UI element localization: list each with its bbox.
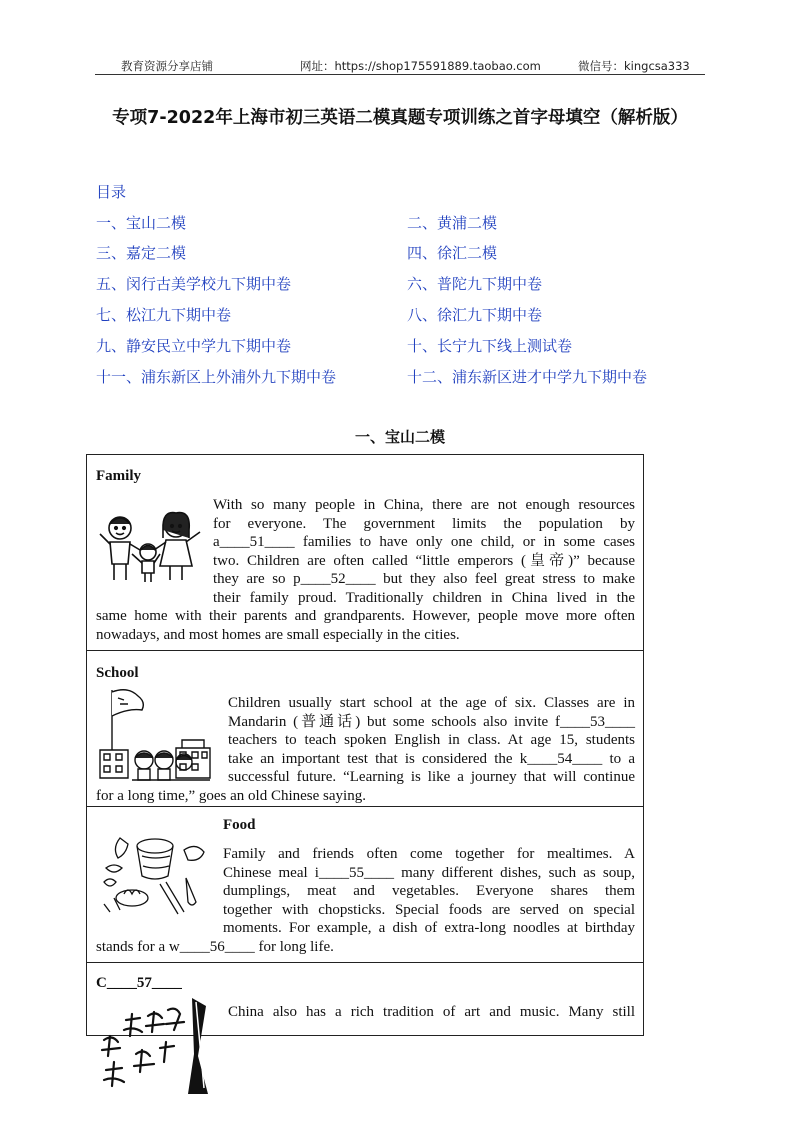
section-title: 一、宝山二模 bbox=[354, 428, 445, 446]
school-line-2-blank-53: Mandarin (普通话) but some schools also invite f____53____ bbox=[228, 713, 635, 730]
calligraphy-illustration-icon bbox=[96, 996, 216, 1096]
toc-item-2[interactable]: 二、黄浦二模 bbox=[407, 214, 498, 232]
toc-item-3[interactable]: 三、嘉定二模 bbox=[96, 244, 187, 262]
family-line-7: same home with their parents and grandparents. However, people move more often bbox=[96, 608, 635, 624]
school-heading: School bbox=[96, 665, 139, 681]
toc-item-7[interactable]: 七、松江九下期中卷 bbox=[96, 306, 232, 324]
toc-item-8[interactable]: 八、徐汇九下期中卷 bbox=[407, 306, 543, 324]
family-heading: Family bbox=[96, 468, 141, 484]
family-line-8: nowadays, and most homes are small especially in the cities. bbox=[96, 626, 460, 643]
box-divider bbox=[86, 650, 644, 651]
document-title: 专项7-2022年上海市初三英语二模真题专项训练之首字母填空（解析版） bbox=[112, 108, 688, 128]
food-line-2-blank-55: Chinese meal i____55____ many different dishes, such as soup, bbox=[223, 864, 635, 881]
school-line-5: successful future. “Learning is like a journey that will continue bbox=[228, 769, 635, 785]
header-url[interactable]: 网址：https://shop175591889.taobao.com bbox=[300, 59, 541, 73]
school-line-3: teachers to teach spoken English in class. At age 15, students bbox=[228, 732, 635, 748]
toc-item-9[interactable]: 九、静安民立中学九下期中卷 bbox=[96, 337, 292, 355]
header-wechat: 微信号：kingcsa333 bbox=[578, 59, 690, 73]
culture-line-1: China also has a rich tradition of art and music. Many still bbox=[228, 1004, 635, 1020]
food-line-4: together with chopsticks. Special foods are served on special bbox=[223, 901, 635, 918]
school-passage-bottom bbox=[96, 787, 635, 806]
family-line-1: With so many people in China, there are not enough resources bbox=[213, 497, 635, 513]
food-line-3: dumplings, meat and vegetables. Everyone shares them bbox=[223, 883, 635, 899]
school-line-6: for a long time,” goes an old Chinese saying. bbox=[96, 788, 366, 804]
family-line-5-blank-52: they are so p____52____ but they also feel great stress to make bbox=[213, 571, 635, 587]
food-illustration-icon bbox=[100, 828, 210, 918]
family-passage-bottom bbox=[96, 607, 635, 644]
food-line-5: moments. For example, a dish of extra-long noodles at birthday bbox=[223, 920, 635, 936]
page-header bbox=[95, 56, 705, 75]
family-line-2: for everyone. The government limits the population by bbox=[213, 515, 635, 532]
family-illustration-icon bbox=[96, 510, 208, 584]
food-heading: Food bbox=[223, 817, 256, 833]
school-illustration-icon bbox=[98, 688, 214, 782]
box-divider bbox=[86, 962, 644, 963]
toc-item-4[interactable]: 四、徐汇二模 bbox=[407, 244, 498, 262]
toc-item-10[interactable]: 十、长宁九下线上测试卷 bbox=[407, 337, 573, 355]
school-line-1: Children usually start school at the age of six. Classes are in bbox=[228, 695, 635, 711]
school-passage-top bbox=[228, 694, 635, 787]
header-shop-name: 教育资源分享店铺 bbox=[121, 59, 213, 73]
food-line-6-blank-56: stands for a w____56____ for long life. bbox=[96, 939, 334, 955]
food-line-1: Family and friends often come together for mealtimes. A bbox=[223, 846, 635, 862]
family-line-4: two. Children are often called “little emperors (皇帝)” because bbox=[213, 552, 635, 569]
toc-item-1[interactable]: 一、宝山二模 bbox=[96, 214, 187, 232]
food-passage-top bbox=[223, 845, 635, 938]
school-line-4-blank-54: take an important test that is considered the k____54____ to a bbox=[228, 750, 635, 767]
family-passage-top bbox=[213, 496, 635, 607]
toc-item-5[interactable]: 五、闵行古美学校九下期中卷 bbox=[96, 275, 292, 293]
family-line-6: their family proud. Traditionally children in China lived in the bbox=[213, 589, 635, 606]
toc-item-11[interactable]: 十一、浦东新区上外浦外九下期中卷 bbox=[96, 368, 337, 386]
box-divider bbox=[86, 806, 644, 807]
food-passage-bottom bbox=[96, 938, 635, 957]
toc-item-6[interactable]: 六、普陀九下期中卷 bbox=[407, 275, 543, 293]
culture-passage bbox=[228, 1003, 635, 1022]
toc-heading: 目录 bbox=[96, 183, 127, 201]
culture-heading-blank-57: C____57____ bbox=[96, 975, 182, 991]
family-line-3-blank-51: a____51____ families to have only one child, or in some cases bbox=[213, 534, 635, 550]
toc-item-12[interactable]: 十二、浦东新区进才中学九下期中卷 bbox=[407, 368, 648, 386]
